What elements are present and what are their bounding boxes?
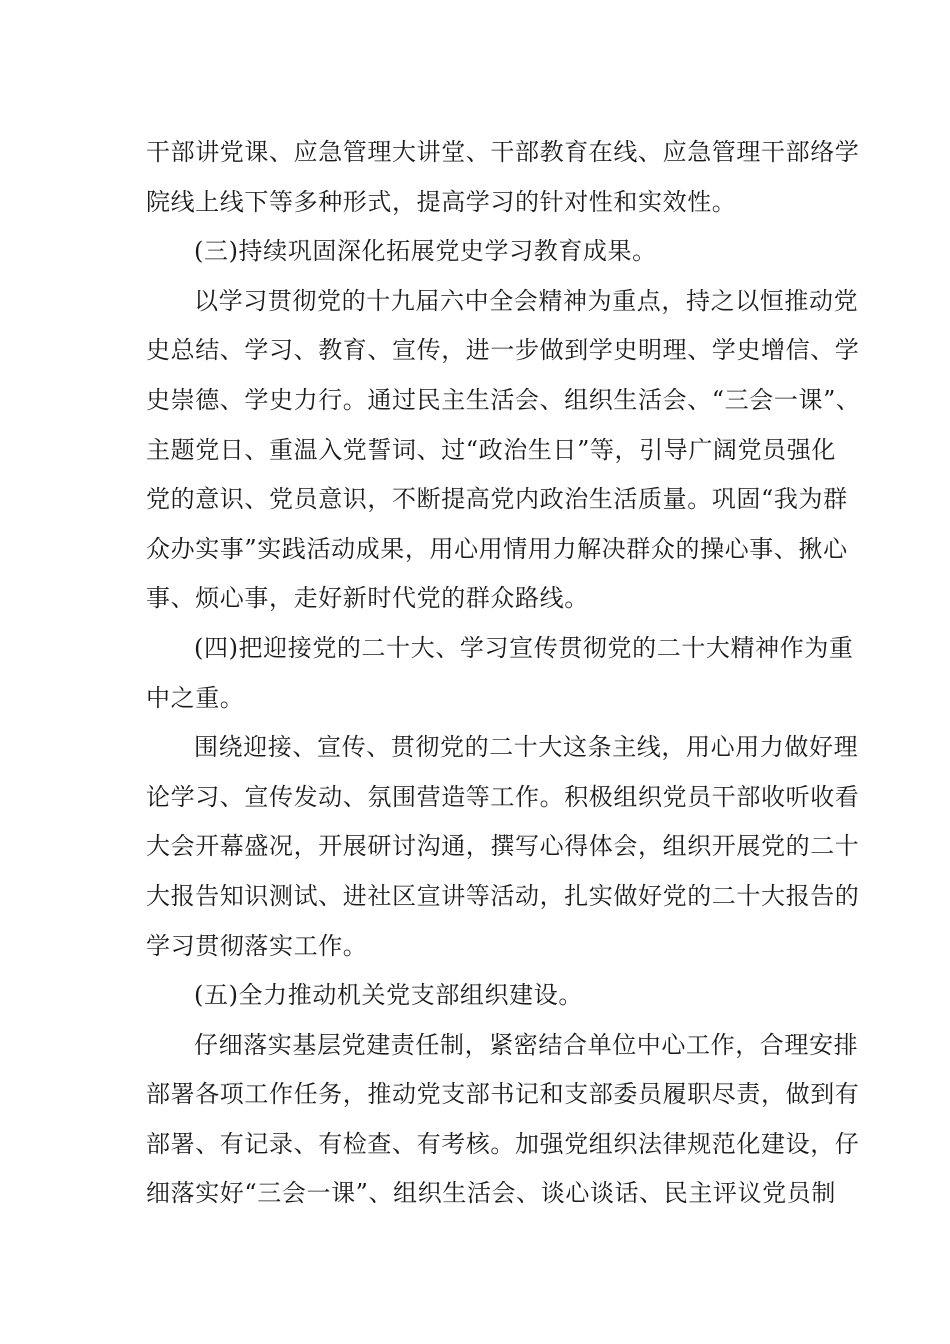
text-line: 史崇德、学史力行。通过民主生活会、组织生活会、“三会一课”、 (146, 385, 861, 414)
text-line: 论学习、宣传发动、氛围营造等工作。积极组织党员干部收听收看 (146, 782, 860, 811)
text-line: 大报告知识测试、进社区宣讲等活动，扎实做好党的二十大报告的 (146, 881, 860, 910)
text-line: 围绕迎接、宣传、贯彻党的二十大这条主线，用心用力做好理 (194, 733, 859, 762)
text-line: 部署、有记录、有检查、有考核。加强党组织法律规范化建设，仔 (146, 1129, 860, 1158)
text-line: 细落实好“三会一课”、组织生活会、谈心谈话、民主评议党员制 (146, 1179, 836, 1208)
text-line: 党的意识、党员意识，不断提高党内政治生活质量。巩固“我为群 (146, 485, 848, 514)
text-line: 事、烦心事，走好新时代党的群众路线。 (146, 584, 589, 613)
section-heading-5: (五)全力推动机关党支部组织建设。 (194, 981, 583, 1010)
text-line: 院线上线下等多种形式，提高学习的针对性和实效性。 (146, 187, 737, 216)
text-line: 主题党日、重温入党誓词、过“政治生日”等，引导广阔党员强化 (146, 435, 836, 464)
section-heading-4: (四)把迎接党的二十大、学习宣传贯彻党的二十大精神作为重 (194, 633, 854, 662)
text-line: 史总结、学习、教育、宣传，进一步做到学史明理、学史增信、学 (146, 336, 860, 365)
document-body (146, 128, 861, 1219)
text-line: 大会开幕盛况，开展研讨沟通，撰写心得体会，组织开展党的二十 (146, 832, 860, 861)
text-line: 仔细落实基层党建责任制，紧密结合单位中心工作，合理安排 (194, 1030, 859, 1059)
text-line: 众办实事”实践活动成果，用心用情用力解决群众的操心事、揪心 (146, 534, 848, 563)
text-line: 干部讲党课、应急管理大讲堂、干部教育在线、应急管理干部络学 (146, 138, 860, 166)
section-heading-3: (三)持续巩固深化拓展党史学习教育成果。 (194, 237, 657, 266)
text-line: 部署各项工作任务，推动党支部书记和支部委员履职尽责，做到有 (146, 1080, 860, 1109)
text-line: 学习贯彻落实工作。 (146, 931, 368, 960)
text-line: 中之重。 (146, 683, 245, 712)
text-line: 以学习贯彻党的十九届六中全会精神为重点，持之以恒推动党 (194, 286, 859, 315)
